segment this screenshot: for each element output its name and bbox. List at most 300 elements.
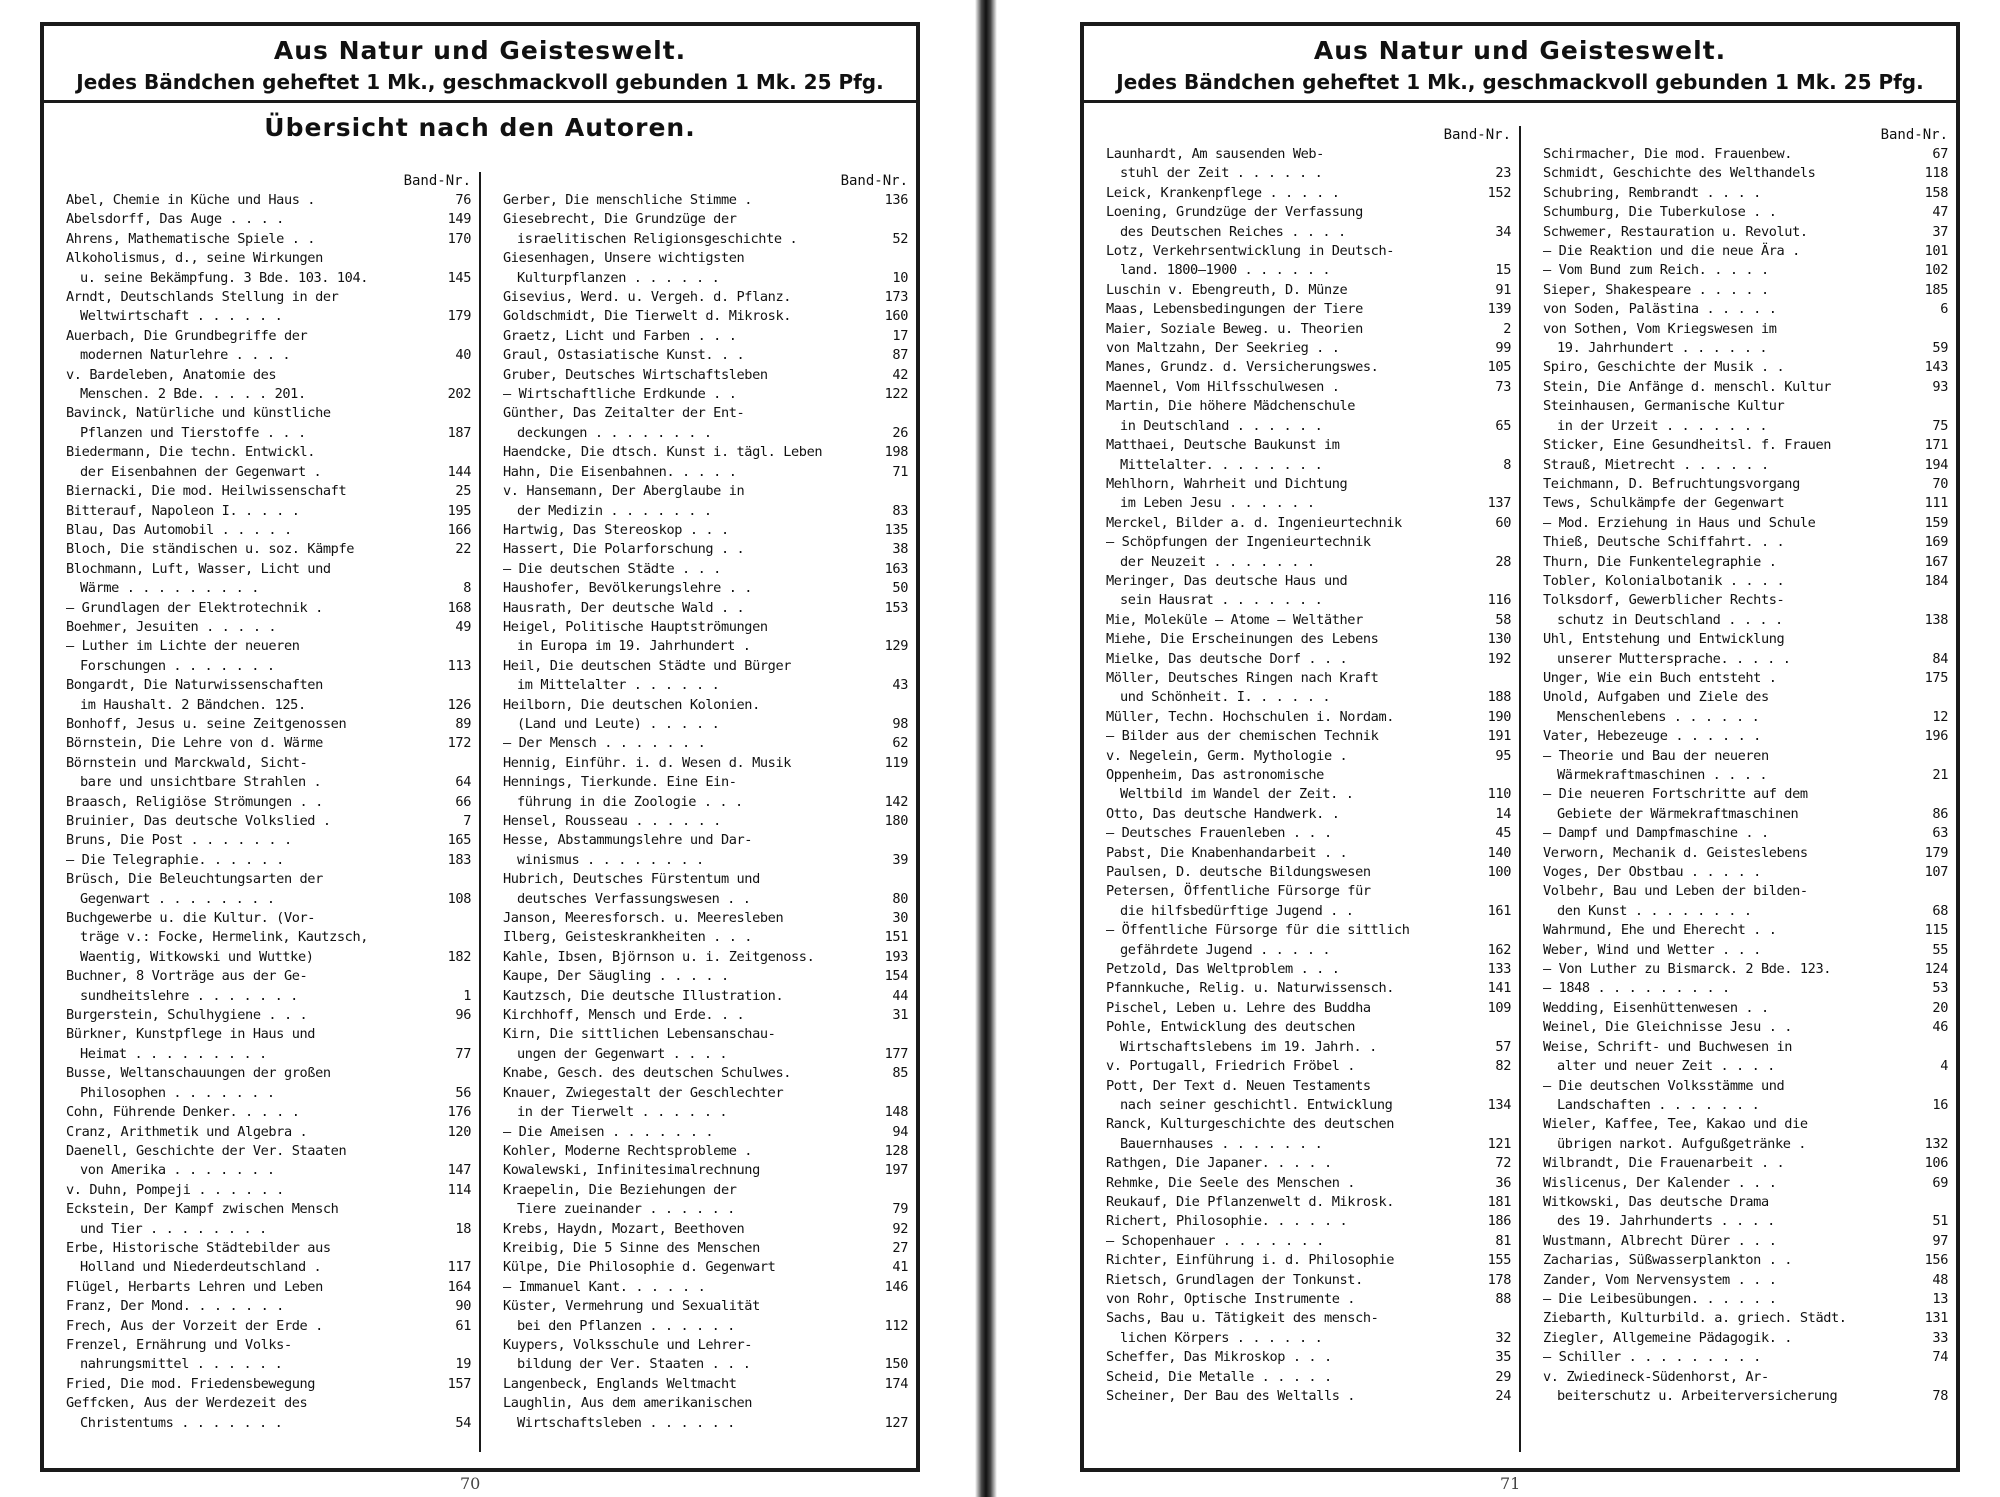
entry-title: Buchner, 8 Vorträge aus der Ge- <box>66 968 308 985</box>
entry-title: Kowalewski, Infinitesimalrechnung <box>503 1162 760 1179</box>
entry-title: Strauß, Mietrecht . . . . . . <box>1543 456 1769 473</box>
entry-title: Rietsch, Grundlagen der Tonkunst. <box>1106 1271 1363 1288</box>
entry-title: Menschen. 2 Bde. . . . . 201. <box>80 386 306 403</box>
entry-band-number: 180 <box>884 813 908 829</box>
entry-title: — Die deutschen Volksstämme und <box>1543 1077 1785 1094</box>
index-entry <box>1106 223 1511 242</box>
entry-band-number: 130 <box>1487 631 1511 648</box>
entry-band-number <box>1944 1077 1948 1096</box>
entry-band-number: 179 <box>447 308 471 325</box>
entry-band-number <box>467 754 471 773</box>
entry-band-number: 181 <box>1487 1193 1511 1210</box>
index-entry <box>1543 1271 1948 1290</box>
overview-title: Übersicht nach den Autoren. <box>264 113 696 142</box>
index-entry <box>503 696 908 715</box>
entry-band-number: 82 <box>1495 1058 1511 1075</box>
index-entry <box>503 967 908 986</box>
entry-band-number: 70 <box>1932 475 1948 492</box>
entry-title: des 19. Jahrhunderts . . . . <box>1557 1213 1775 1230</box>
entry-band-number: 6 <box>1940 301 1948 318</box>
entry-band-number: 129 <box>884 638 908 655</box>
index-entry <box>66 1123 471 1142</box>
entry-title: Wärme . . . . . . . . . <box>80 580 260 597</box>
entry-title: Maier, Soziale Beweg. u. Theorien <box>1106 320 1363 337</box>
index-entry <box>1106 1212 1511 1231</box>
index-entry <box>503 1064 908 1083</box>
index-entry <box>66 676 471 695</box>
entry-title: — Von Luther zu Bismarck. 2 Bde. 123. <box>1543 961 1832 978</box>
entry-title: den Kunst . . . . . . . . <box>1557 902 1752 919</box>
entry-title: Volbehr, Bau und Leben der bilden- <box>1543 883 1808 900</box>
entry-title: Manes, Grundz. d. Versicherungswes. <box>1106 359 1379 376</box>
entry-title: Wieler, Kaffee, Tee, Kakao und die <box>1543 1116 1808 1133</box>
index-entry <box>66 1103 471 1122</box>
entry-band-number <box>1944 320 1948 339</box>
index-entry <box>1106 1348 1511 1367</box>
index-entry <box>1106 1057 1511 1076</box>
entry-band-number: 119 <box>884 754 908 771</box>
entry-title: in Europa im 19. Jahrhundert . <box>517 638 751 655</box>
entry-title: Petzold, Das Weltproblem . . . <box>1106 961 1340 978</box>
entry-title: sundheitslehre . . . . . . . <box>80 987 298 1004</box>
index-entry <box>1543 1135 1948 1154</box>
entry-title: von Maltzahn, Der Seekrieg . . <box>1106 340 1340 357</box>
entry-band-number: 93 <box>1932 378 1948 395</box>
entry-title: träge v.: Focke, Hermelink, Kautzsch, <box>80 929 369 946</box>
entry-title: Hesse, Abstammungslehre und Dar- <box>503 832 753 849</box>
entry-title: Zacharias, Süßwasserplankton . . <box>1543 1252 1793 1269</box>
entry-title: Bürkner, Kunstpflege in Haus und <box>66 1026 316 1043</box>
entry-title: Unger, Wie ein Buch entsteht . <box>1543 669 1777 686</box>
index-entry <box>503 249 908 268</box>
entry-band-number: 45 <box>1495 825 1511 842</box>
entry-band-number <box>904 870 908 889</box>
entry-band-number <box>1507 572 1511 591</box>
band-nr-label: Band-Nr. <box>403 173 471 189</box>
entry-band-number: 149 <box>447 211 471 228</box>
entry-title: nahrungsmittel . . . . . . <box>80 1356 283 1373</box>
entry-title: modernen Naturlehre . . . . <box>80 347 291 364</box>
index-entry <box>66 579 471 598</box>
entry-title: Haendcke, Die dtsch. Kunst i. tägl. Leben <box>503 444 823 461</box>
entry-band-number <box>1507 1115 1511 1134</box>
entry-band-number: 48 <box>1932 1271 1948 1288</box>
index-entry <box>503 831 908 850</box>
entry-title: Thurn, Die Funkentelegraphie . <box>1543 553 1777 570</box>
entry-title: in der Tierwelt . . . . . . <box>517 1104 728 1121</box>
index-entry <box>1543 475 1948 494</box>
index-entry <box>66 443 471 462</box>
entry-title: — Mod. Erziehung in Haus und Schule <box>1543 514 1816 531</box>
entry-title: Kaupe, Der Säugling . . . . . <box>503 968 729 985</box>
index-entry <box>1543 979 1948 998</box>
entry-title: Kahle, Ibsen, Björnson u. i. Zeitgenoss. <box>503 948 815 965</box>
index-entry <box>66 307 471 326</box>
entry-band-number: 171 <box>1924 437 1948 454</box>
entry-title: Börnstein, Die Lehre von d. Wärme <box>66 735 323 752</box>
index-entry <box>503 599 908 618</box>
entry-title: Meringer, Das deutsche Haus und <box>1106 572 1348 589</box>
entry-title: Schubring, Rembrandt . . . . <box>1543 184 1761 201</box>
entry-band-number <box>904 210 908 229</box>
entry-band-number <box>1944 630 1948 649</box>
entry-band-number: 38 <box>892 541 908 558</box>
entry-title: Matthaei, Deutsche Baukunst im <box>1106 437 1340 454</box>
entry-title: Gegenwart . . . . . . . . <box>80 890 275 907</box>
entry-band-number <box>904 404 908 423</box>
entry-title: Miehe, Die Erscheinungen des Lebens <box>1106 631 1379 648</box>
entry-title: Christentums . . . . . . . <box>80 1414 283 1431</box>
entry-title: lichen Körpers . . . . . . <box>1120 1329 1323 1346</box>
entry-title: — Grundlagen der Elektrotechnik . <box>66 599 323 616</box>
entry-title: Braasch, Religiöse Strömungen . . <box>66 793 323 810</box>
entry-title: Otto, Das deutsche Handwerk. . <box>1106 805 1340 822</box>
entry-title: Hartwig, Das Stereoskop . . . <box>503 521 729 538</box>
index-entry <box>503 928 908 947</box>
entry-band-number: 105 <box>1487 359 1511 376</box>
index-entry <box>66 1394 471 1413</box>
entry-title: Schumburg, Die Tuberkulose . . <box>1543 204 1777 221</box>
entry-title: Martin, Die höhere Mädchenschule <box>1106 398 1356 415</box>
index-entry <box>1543 688 1948 707</box>
entry-band-number <box>1507 1077 1511 1096</box>
entry-title: Kuypers, Volksschule und Lehrer- <box>503 1336 753 1353</box>
entry-band-number: 51 <box>1932 1213 1948 1230</box>
entry-title: Frech, Aus der Vorzeit der Erde . <box>66 1317 323 1334</box>
entry-title: Cranz, Arithmetik und Algebra . <box>66 1123 308 1140</box>
index-entry <box>1106 378 1511 397</box>
entry-band-number: 79 <box>892 1201 908 1218</box>
index-entry <box>1543 242 1948 261</box>
entry-band-number <box>467 1025 471 1044</box>
index-entry <box>503 909 908 928</box>
entry-band-number: 25 <box>455 483 471 500</box>
entry-band-number: 29 <box>1495 1368 1511 1385</box>
entry-band-number: 126 <box>447 696 471 713</box>
index-entry <box>1106 281 1511 300</box>
entry-band-number: 34 <box>1495 223 1511 240</box>
entry-title: Reukauf, Die Pflanzenwelt d. Mikrosk. <box>1106 1193 1395 1210</box>
index-entry <box>66 909 471 928</box>
index-entry <box>66 1258 471 1277</box>
entry-band-number: 30 <box>892 910 908 927</box>
entry-band-number <box>467 1200 471 1219</box>
index-entry <box>66 812 471 831</box>
index-entry <box>66 851 471 870</box>
entry-title: von Amerika . . . . . . . <box>80 1162 275 1179</box>
index-entry <box>1543 882 1948 901</box>
entry-band-number <box>1507 475 1511 494</box>
index-entry <box>503 851 908 870</box>
entry-band-number: 7 <box>463 813 471 829</box>
index-entry <box>66 327 471 346</box>
entry-band-number: 169 <box>1924 534 1948 551</box>
index-entry <box>503 793 908 812</box>
entry-title: Forschungen . . . . . . . <box>80 657 275 674</box>
entry-band-number: 128 <box>884 1142 908 1159</box>
index-entry <box>503 482 908 501</box>
entry-title: Cohn, Führende Denker. . . . . <box>66 1104 300 1121</box>
entry-title: israelitischen Religionsgeschichte . <box>517 230 798 247</box>
entry-band-number: 170 <box>447 230 471 247</box>
entry-title: v. Portugall, Friedrich Fröbel . <box>1106 1058 1356 1075</box>
entry-band-number: 152 <box>1487 184 1511 201</box>
index-entry <box>1543 650 1948 669</box>
entry-title: im Mittelalter . . . . . . <box>517 677 720 694</box>
entry-band-number: 142 <box>884 793 908 810</box>
index-entry <box>1106 708 1511 727</box>
entry-title: Franz, Der Mond. . . . . . . <box>66 1298 284 1315</box>
entry-title: — Schöpfungen der Ingenieurtechnik <box>1106 534 1371 551</box>
index-entry <box>1543 785 1948 804</box>
index-entry <box>1106 572 1511 591</box>
entry-title: Steinhausen, Germanische Kultur <box>1543 398 1785 415</box>
entry-band-number: 52 <box>892 230 908 247</box>
entry-band-number <box>904 1025 908 1044</box>
index-entry <box>1106 844 1511 863</box>
entry-title: Daenell, Geschichte der Ver. Staaten <box>66 1142 347 1159</box>
index-entry <box>66 249 471 268</box>
entry-title: Philosophen . . . . . . . <box>80 1084 275 1101</box>
entry-title: Flügel, Herbarts Lehren und Leben <box>66 1278 323 1295</box>
entry-band-number: 192 <box>1487 650 1511 667</box>
entry-band-number: 112 <box>884 1317 908 1334</box>
index-entry <box>66 230 471 249</box>
entry-band-number <box>904 618 908 637</box>
index-entry <box>66 870 471 889</box>
index-entry <box>66 928 471 947</box>
index-entry <box>1543 533 1948 552</box>
entry-title: Goldschmidt, Die Tierwelt d. Mikrosk. <box>503 308 792 325</box>
entry-band-number <box>1944 688 1948 707</box>
entry-title: deutsches Verfassungswesen . . <box>517 890 751 907</box>
entry-band-number: 96 <box>455 1007 471 1024</box>
index-entry <box>1106 475 1511 494</box>
entry-title: alter und neuer Zeit . . . . <box>1557 1058 1775 1075</box>
entry-band-number: 182 <box>447 948 471 965</box>
entry-title: Graetz, Licht und Farben . . . <box>503 327 737 344</box>
index-entry <box>1543 378 1948 397</box>
left-index-columns <box>44 172 916 1452</box>
entry-band-number: 150 <box>884 1356 908 1373</box>
index-entry <box>503 1336 908 1355</box>
entry-band-number: 168 <box>447 599 471 616</box>
index-entry <box>1543 1387 1948 1406</box>
entry-band-number: 75 <box>1932 417 1948 434</box>
index-entry <box>503 230 908 249</box>
entry-band-number: 53 <box>1932 980 1948 997</box>
index-entry <box>1543 1348 1948 1367</box>
band-nr-label: Band-Nr. <box>840 173 908 189</box>
entry-band-number: 18 <box>455 1220 471 1237</box>
index-entry <box>1106 630 1511 649</box>
entry-title: Hennig, Einführ. i. d. Wesen d. Musik <box>503 754 792 771</box>
entry-title: Tobler, Kolonialbotanik . . . . <box>1543 572 1785 589</box>
entry-band-number: 59 <box>1932 340 1948 357</box>
book-spine <box>975 0 997 1497</box>
index-entry <box>1106 785 1511 804</box>
entry-band-number <box>904 1394 908 1413</box>
index-entry <box>1543 1212 1948 1231</box>
index-entry <box>1106 611 1511 630</box>
entry-title: Kraepelin, Die Beziehungen der <box>503 1181 737 1198</box>
entry-title: Bitterauf, Napoleon I. . . . . <box>66 502 300 519</box>
index-entry <box>66 385 471 404</box>
index-entry <box>1543 261 1948 280</box>
entry-band-number <box>1507 533 1511 552</box>
left-page-number: 70 <box>460 1474 481 1493</box>
entry-title: Hassert, Die Polarforschung . . <box>503 541 745 558</box>
index-entry <box>1106 960 1511 979</box>
entry-title: Kulturpflanzen . . . . . . <box>517 269 720 286</box>
entry-title: Weinel, Die Gleichnisse Jesu . . <box>1543 1019 1793 1036</box>
entry-title: von Sothen, Vom Kriegswesen im <box>1543 320 1777 337</box>
index-entry <box>1543 1115 1948 1134</box>
entry-band-number: 155 <box>1487 1252 1511 1269</box>
entry-title: Gisevius, Werd. u. Vergeh. d. Pflanz. <box>503 289 792 306</box>
entry-band-number: 65 <box>1495 417 1511 434</box>
entry-band-number: 32 <box>1495 1329 1511 1346</box>
entry-title: Weber, Wind und Wetter . . . <box>1543 941 1761 958</box>
entry-title: Paulsen, D. deutsche Bildungswesen <box>1106 864 1371 881</box>
entry-band-number: 69 <box>1932 1174 1948 1191</box>
entry-band-number <box>1944 747 1948 766</box>
entry-band-number: 71 <box>892 463 908 480</box>
entry-title: Sieper, Shakespeare . . . . . <box>1543 281 1769 298</box>
index-entry <box>503 1200 908 1219</box>
index-entry <box>503 1161 908 1180</box>
entry-band-number: 108 <box>447 890 471 907</box>
entry-band-number: 56 <box>455 1084 471 1101</box>
entry-band-number <box>1944 1038 1948 1057</box>
entry-title: Wedding, Eisenhüttenwesen . . <box>1543 999 1769 1016</box>
entry-title: Waentig, Witkowski und Wuttke) <box>80 948 314 965</box>
index-entry <box>1543 1193 1948 1212</box>
index-entry <box>503 715 908 734</box>
entry-title: deckungen . . . . . . . . <box>517 424 712 441</box>
entry-band-number: 19 <box>455 1356 471 1373</box>
entry-band-number: 88 <box>1495 1290 1511 1307</box>
author-index-list <box>66 191 471 1433</box>
entry-band-number: 85 <box>892 1065 908 1082</box>
entry-band-number: 196 <box>1924 728 1948 745</box>
entry-title: Pflanzen und Tierstoffe . . . <box>80 424 306 441</box>
index-entry <box>503 579 908 598</box>
index-entry <box>503 1045 908 1064</box>
entry-title: bei den Pflanzen . . . . . . <box>517 1317 735 1334</box>
index-entry <box>1543 708 1948 727</box>
index-entry <box>66 948 471 967</box>
index-entry <box>1543 921 1948 940</box>
entry-title: — Schopenhauer . . . . . . . <box>1106 1232 1324 1249</box>
entry-title: Ranck, Kulturgeschichte des deutschen <box>1106 1116 1395 1133</box>
index-entry <box>66 599 471 618</box>
entry-title: Börnstein und Marckwald, Sicht- <box>66 754 308 771</box>
index-entry <box>503 521 908 540</box>
index-entry <box>66 424 471 443</box>
entry-band-number: 12 <box>1932 708 1948 725</box>
entry-band-number: 187 <box>447 424 471 441</box>
index-entry <box>1106 1077 1511 1096</box>
entry-band-number: 43 <box>892 677 908 694</box>
index-entry <box>1106 863 1511 882</box>
index-entry <box>1106 591 1511 610</box>
entry-title: Kohler, Moderne Rechtsprobleme . <box>503 1142 753 1159</box>
index-entry <box>1543 844 1948 863</box>
index-entry <box>66 1278 471 1297</box>
entry-band-number: 146 <box>884 1278 908 1295</box>
index-entry <box>1106 417 1511 436</box>
index-entry <box>503 1181 908 1200</box>
entry-band-number: 194 <box>1924 456 1948 473</box>
entry-title: in der Urzeit . . . . . . . <box>1557 417 1768 434</box>
entry-band-number: 94 <box>892 1123 908 1140</box>
entry-title: Mielke, Das deutsche Dorf . . . <box>1106 650 1348 667</box>
entry-band-number: 195 <box>447 502 471 519</box>
entry-band-number: 136 <box>884 192 908 208</box>
entry-title: Launhardt, Am sausenden Web- <box>1106 146 1324 162</box>
entry-band-number: 60 <box>1495 514 1511 531</box>
entry-title: Külpe, Die Philosophie d. Gegenwart <box>503 1259 776 1276</box>
entry-band-number: 55 <box>1932 941 1948 958</box>
entry-band-number: 62 <box>892 735 908 752</box>
entry-title: Thieß, Deutsche Schiffahrt. . . <box>1543 534 1785 551</box>
entry-title: Erbe, Historische Städtebilder aus <box>66 1239 331 1256</box>
entry-band-number: 178 <box>1487 1271 1511 1288</box>
index-entry <box>66 734 471 753</box>
entry-band-number: 186 <box>1487 1213 1511 1230</box>
left-page-header <box>44 26 916 103</box>
index-entry <box>66 521 471 540</box>
entry-band-number <box>1944 1368 1948 1387</box>
index-entry <box>66 618 471 637</box>
entry-band-number: 98 <box>892 715 908 732</box>
entry-title: — Dampf und Dampfmaschine . . <box>1543 825 1769 842</box>
index-entry <box>1106 999 1511 1018</box>
entry-band-number <box>904 696 908 715</box>
index-entry <box>503 1025 908 1044</box>
entry-band-number: 134 <box>1487 1096 1511 1113</box>
index-entry <box>1543 281 1948 300</box>
entry-title: Müller, Techn. Hochschulen i. Nordam. <box>1106 708 1395 725</box>
entry-title: — 1848 . . . . . . . . . <box>1543 980 1730 997</box>
entry-title: Pabst, Die Knabenhandarbeit . . <box>1106 844 1348 861</box>
entry-band-number <box>467 676 471 695</box>
entry-title: — Die deutschen Städte . . . <box>503 560 721 577</box>
index-entry <box>1106 1038 1511 1057</box>
entry-title: Buchgewerbe u. die Kultur. (Vor- <box>66 910 316 927</box>
entry-title: Sticker, Eine Gesundheitsl. f. Frauen <box>1543 437 1832 454</box>
entry-band-number: 8 <box>463 580 471 597</box>
entry-band-number: 39 <box>892 851 908 868</box>
entry-title: v. Zwiedineck-Südenhorst, Ar- <box>1543 1368 1769 1385</box>
entry-title: Teichmann, D. Befruchtungsvorgang <box>1543 475 1800 492</box>
entry-title: Scheffer, Das Mikroskop . . . <box>1106 1349 1332 1366</box>
index-entry <box>1543 1368 1948 1387</box>
index-entry <box>503 1258 908 1277</box>
index-entry <box>503 773 908 792</box>
entry-band-number <box>1507 921 1511 940</box>
entry-band-number: 74 <box>1932 1349 1948 1366</box>
entry-title: Wirtschaftsleben . . . . . . <box>517 1414 735 1431</box>
price-line: Jedes Bändchen geheftet 1 Mk., geschmackvoll gebunden 1 Mk. 25 Pfg. <box>1116 70 1924 94</box>
entry-title: Kirchhoff, Mensch und Erde. . . <box>503 1007 745 1024</box>
entry-band-number: 1 <box>463 987 471 1004</box>
index-entry <box>503 1084 908 1103</box>
entry-title: Günther, Das Zeitalter der Ent- <box>503 405 745 422</box>
index-entry <box>1106 1174 1511 1193</box>
entry-title: und Tier . . . . . . . . <box>80 1220 267 1237</box>
